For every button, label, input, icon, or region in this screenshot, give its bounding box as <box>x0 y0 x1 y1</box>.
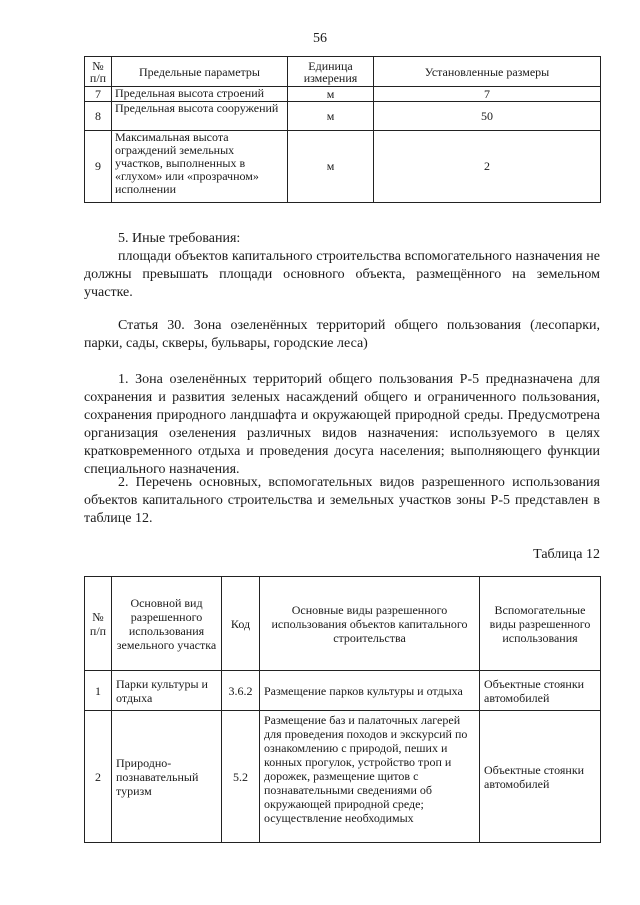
row-value: 7 <box>374 87 601 102</box>
row-unit: м <box>288 131 374 203</box>
row-value: 2 <box>374 131 601 203</box>
row-parameter: Предельная высота строений <box>112 87 288 102</box>
table-row <box>85 671 601 711</box>
article-title: Статья 30. Зона озеленённых территорий общего пользования (лесопарки, парки, сады, скверы, бульвары, городские леса) <box>84 318 600 351</box>
row-number: 1 <box>85 671 112 711</box>
row-number: 2 <box>85 711 112 843</box>
row-parameter: Максимальная высота ограждений земельных участков, выполненных в «глухом» или «прозрачном» исполнении <box>112 131 288 203</box>
col-header-number: № п/п <box>85 57 112 87</box>
limit-parameters-table <box>84 56 601 203</box>
row-use-type: Парки культуры и отдыха <box>112 671 222 711</box>
row-code: 5.2 <box>222 711 260 843</box>
col-header-capital-construction: Основные виды разрешенного использования объектов капитального строительства <box>260 577 480 671</box>
col-header-value: Установленные размеры <box>374 57 601 87</box>
row-value: 50 <box>374 102 601 131</box>
col-header-code: Код <box>222 577 260 671</box>
row-aux-use: Объектные стоянки автомобилей <box>480 711 601 843</box>
row-unit: м <box>288 87 374 102</box>
permitted-use-table <box>84 576 601 843</box>
page-number: 56 <box>313 31 327 46</box>
table-row <box>85 711 601 843</box>
col-header-main-use: Основной вид разрешенного использования земельного участка <box>112 577 222 671</box>
col-header-auxiliary: Вспомогательные виды разрешенного использования <box>480 577 601 671</box>
table-caption: Таблица 12 <box>533 547 600 562</box>
table-row <box>85 87 601 102</box>
section-heading: 5. Иные требования: <box>118 231 241 246</box>
paragraph-list-reference: 2. Перечень основных, вспомогательных видов разрешенного использования объектов капитального строительства и земельных участков зоны Р-5 представлен в таблице 12. <box>84 475 600 526</box>
table-row <box>85 102 601 131</box>
paragraph-zone-description: 1. Зона озеленённых территорий общего пользования Р-5 предназначена для сохранения и развития зеленых насаждений общего и ограниченного пользования, сохранения природного ландшафта и окружающей природной среды. Предусмотрена организация озеленения различных видов назначения: используемого в целях кратковременного отдыха и проведения досуга населения; выполняющего функции специального назначения. <box>84 372 600 477</box>
table-row <box>85 131 601 203</box>
row-parameter: Предельная высота сооружений <box>112 102 288 131</box>
row-use-type: Природно-познавательный туризм <box>112 711 222 843</box>
row-code: 3.6.2 <box>222 671 260 711</box>
row-number: 8 <box>85 102 112 131</box>
table-header-row <box>85 57 601 87</box>
table-header-row <box>85 577 601 671</box>
row-unit: м <box>288 102 374 131</box>
col-header-parameters: Предельные параметры <box>112 57 288 87</box>
row-number: 9 <box>85 131 112 203</box>
section-text: площади объектов капитального строительства вспомогательного назначения не должны превышать площади основного объекта, размещённого на земельном участке. <box>84 249 600 300</box>
col-header-number: № п/п <box>85 577 112 671</box>
row-number: 7 <box>85 87 112 102</box>
col-header-unit: Единица измерения <box>288 57 374 87</box>
row-aux-use: Объектные стоянки автомобилей <box>480 671 601 711</box>
row-main-use: Размещение парков культуры и отдыха <box>260 671 480 711</box>
row-main-use: Размещение баз и палаточных лагерей для проведения походов и экскурсий по ознакомлению с природой, пеших и конных прогулок, устройство троп и дорожек, размещение щитов с познавательными сведениями об окружающей природной среде; осуществление необходимых <box>260 711 480 843</box>
